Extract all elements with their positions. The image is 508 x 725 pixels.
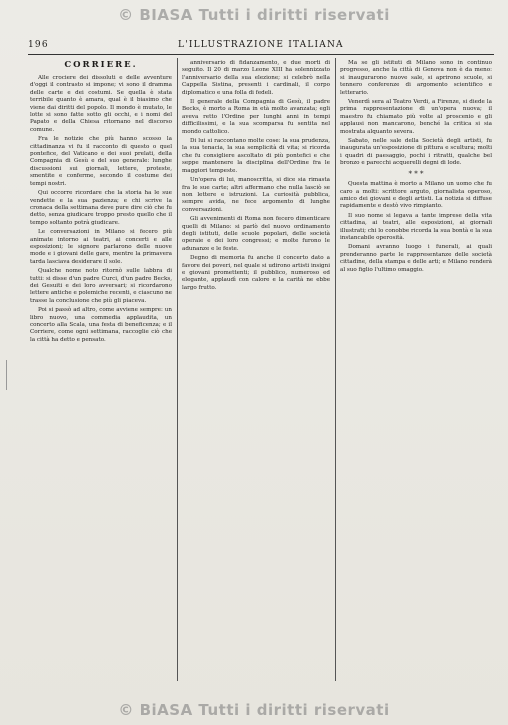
section-separator: * * *: [408, 169, 424, 178]
middle-column: [182, 60, 330, 681]
right-column: [340, 60, 492, 681]
paragraph: Gli avvenimenti di Roma non fecero dimenticare quelli di Milano: si parlò del nuovo ordinamento degli istituti, delle scuole popolari, delle società operaie e dei loro congressi; e molte furono le adunanze e le feste.: [182, 216, 330, 252]
paragraph: Qualche nome noto ritornò sulle labbra di tutti: si disse d'un padre Curci, d'un padre Becks, dei Gesuiti e dei loro avversari; si ricordarono lettere antiche e polemiche recenti, e ciascuno ne trasse la conclusione che più gli piaceva.: [30, 268, 172, 304]
paragraph: Questa mattina è morto a Milano un uomo che fu caro a molti: scrittore arguto, giornalista operoso, amico dei giovani e degli artisti. La notizia si diffuse rapidamente e destò vivo rimpianto.: [340, 181, 492, 210]
watermark-bottom: © BiASA Tutti i diritti riservati: [118, 701, 390, 719]
section-title: CORRIERE.: [64, 60, 138, 70]
paragraph: Alle crociere dei dissoluti e delle avventure d'oggi il contrasto si impone; vi sono il dramma delle carte e dei costumi. Se quella è stata terribile quanto è amara, qual è il biasimo che viene dai diritti del popolo. Il mondo è mutato, le lotte si sono fatte sotto gli occhi, e i nomi del Papato e della Chiesa ritornano nel discorso comune.: [30, 75, 172, 133]
paragraph: Ma se gli istituti di Milano sono in continuo progresso, anche la città di Genova non è da meno: si inaugurarono nuove sale, si aprirono scuole, si tennero conferenze di argomento scientifico e letterario.: [340, 60, 492, 96]
paragraph: Sabato, nelle sale della Società degli artisti, fu inaugurata un'esposizione di pittura e scultura; molti i quadri di paesaggio, pochi i ritratti, qualche bel bronzo e parecchi acquerelli degni di lode.: [340, 138, 492, 167]
left-column: [30, 60, 172, 681]
paragraph: Domani avranno luogo i funerali, ai quali prenderanno parte le rappresentanze delle società cittadine, della stampa e delle arti; e Milano renderà al suo figlio l'ultimo omaggio.: [340, 244, 492, 273]
paragraph: Venerdì sera al Teatro Verdi, a Firenze, si diede la prima rappresentazione di un'opera nuova; il maestro fu chiamato più volte al proscenio e gli applausi non mancarono, benché la critica si sia mostrata alquanto severa.: [340, 99, 492, 135]
paragraph: Poi si passò ad altro, come avviene sempre: un libro nuovo, una commedia applaudita, un concerto alla Scala, una festa di beneficenza; e il Corriere, come ogni settimana, raccoglie ciò che la città ha detto e pensato.: [30, 307, 172, 343]
paragraph: Degno di memoria fu anche il concerto dato a favore dei poveri, nel quale si udirono artisti insigni e giovani promettenti; il pubblico, numeroso ed elegante, applaudì con calore e la carità ne ebbe largo frutto.: [182, 255, 330, 291]
column-divider: [335, 58, 336, 681]
paragraph: Qui occorre ricordare che la storia ha le sue vendette e la sua pazienza; e chi scrive la cronaca della settimana deve pure dire ciò che fu detto, senza giudicare troppo presto quello che il tempo soltanto potrà giudicare.: [30, 190, 172, 226]
binding-shadow: [6, 360, 15, 390]
paragraph: Il suo nome si legava a tante imprese della vita cittadina, ai teatri, alle esposizioni, ai giornali illustrati; chi lo conobbe ricorda la sua bontà e la sua instancabile operosità.: [340, 212, 492, 241]
running-title: L'ILLUSTRAZIONE ITALIANA: [178, 40, 344, 50]
page-number: 196: [28, 40, 49, 50]
paragraph: Le conversazioni in Milano si fecero più animate intorno ai teatri, ai concerti e alle esposizioni; le signore parlarono delle nuove mode e i giovani delle gare, mentre la primavera tarda lasciava desiderare il sole.: [30, 229, 172, 265]
paragraph: Un'opera di lui, manoscritta, si dice sia rimasta fra le sue carte; altri affermano che nulla lasciò se non lettere e istruzioni. La curiosità pubblica, sempre avida, ne fece argomento di lunghe conversazioni.: [182, 177, 330, 213]
paragraph: Fra le notizie che più hanno scosso la cittadinanza vi fu il racconto di questo o quel pontefice, del Vaticano e dei suoi prelati, della Compagnia di Gesù e del suo generale: lunghe discussioni sui giornali, lettere, proteste, smentite e conferme, secondo il costume dei tempi nostri.: [30, 136, 172, 187]
page-header: [28, 40, 494, 54]
watermark-top: © BIASA Tutti i diritti riservati: [118, 6, 390, 24]
header-rule: [28, 54, 494, 55]
column-divider: [177, 58, 178, 681]
paragraph: Il generale della Compagnia di Gesù, il padre Becks, è morto a Roma in età molto avanzata; egli aveva retto l'Ordine per lunghi anni in tempi difficilissimi, e la sua scomparsa fu sentita nel mondo cattolico.: [182, 99, 330, 135]
paragraph: anniversario di fidanzamento, e due morti di seguito. Il 20 di marzo Leone XIII ha solennizzato l'anniversario della sua elezione; si celebrò nella Cappella Sistina, presenti i cardinali, il corpo diplomatico e una folla di fedeli.: [182, 60, 330, 96]
paragraph: Di lui si raccontano molte cose: la sua prudenza, la sua tenacia, la sua semplicità di vita; si ricorda che fu consigliere ascoltato di più pontefici e che seppe mantenere la disciplina dell'Ordine fra le maggiori tempeste.: [182, 138, 330, 174]
